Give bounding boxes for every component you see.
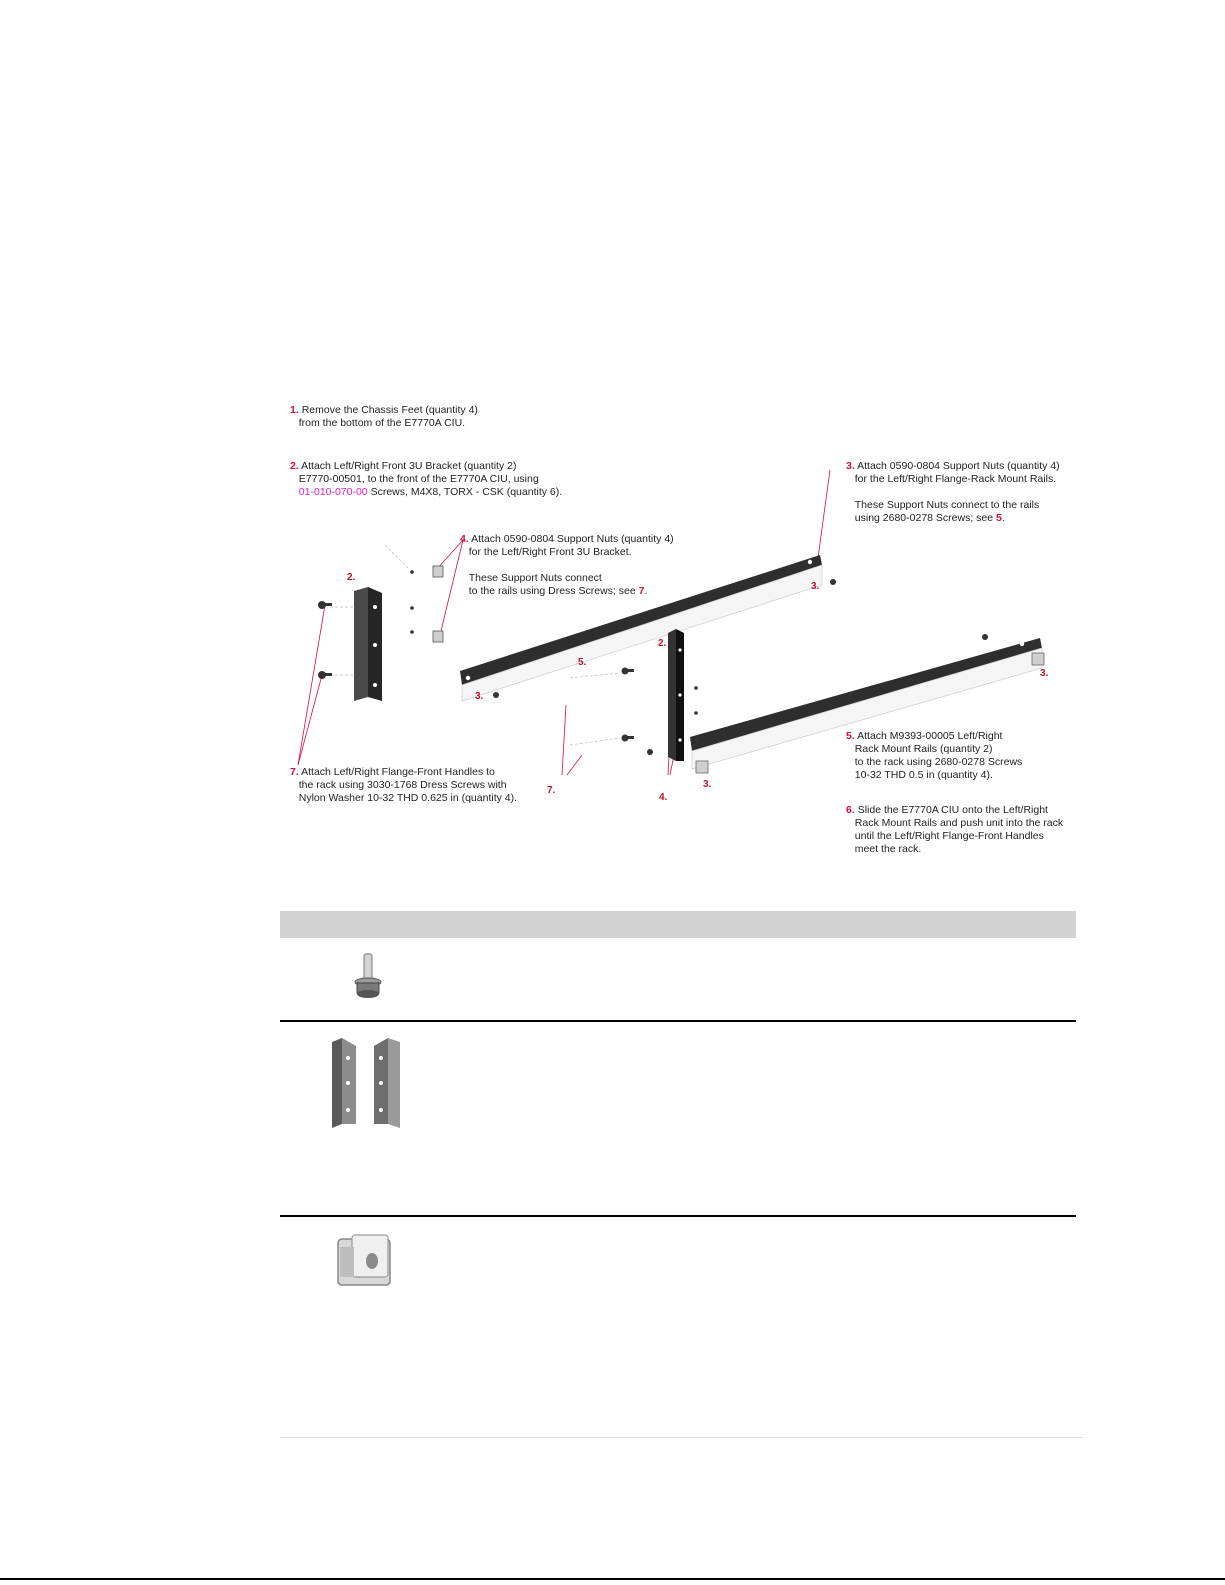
callout-tag: 2.: [658, 638, 667, 649]
callout-tag: 7.: [547, 785, 556, 796]
step-text: .: [644, 585, 648, 597]
step-7-note: [290, 766, 517, 805]
step-text: Rack Mount Rails and push unit into the rack: [854, 817, 1064, 829]
step-number: 3.: [846, 460, 855, 472]
cage-nut-icon: [334, 1233, 396, 1291]
callout-tag: 3.: [703, 779, 712, 790]
step-number: 6.: [846, 804, 855, 816]
step-text: meet the rack.: [854, 843, 922, 855]
step-text: Rack Mount Rails (quantity 2): [854, 743, 993, 755]
step-text: using 2680-0278 Screws; see: [854, 512, 997, 524]
table-header: [280, 911, 1076, 938]
step-2-note: [290, 460, 562, 499]
support-nuts: [433, 566, 443, 642]
callout-tag: 2.: [347, 572, 356, 583]
step-number: 5.: [846, 730, 855, 742]
step-text: for the Left/Right Flange-Rack Mount Rails.: [854, 473, 1057, 485]
left-bracket: [354, 587, 382, 701]
step-5-note: [846, 730, 1022, 782]
callout-tag: 4.: [659, 792, 668, 803]
step-text: to the rails using Dress Screws; see: [468, 585, 639, 597]
parts-table: [280, 911, 1076, 1437]
step-text: 10-32 THD 0.5 in (quantity 4).: [854, 769, 993, 781]
step-text: Attach M9393-00005 Left/Right: [857, 730, 1003, 742]
step-text: E7770-00501, to the front of the E7770A CIU, using: [298, 473, 539, 485]
step-1-note: [290, 404, 478, 430]
right-bracket: [668, 629, 684, 761]
table-row: [280, 1217, 1076, 1437]
step-text: Slide the E7770A CIU onto the Left/Right: [857, 804, 1048, 816]
step-6-note: [846, 804, 1063, 856]
bracket-icon: [328, 1038, 408, 1128]
step-text: .: [1001, 512, 1005, 524]
step-number: 7.: [290, 766, 299, 778]
callout-tag: 3.: [1040, 668, 1049, 679]
step-text: until the Left/Right Flange-Front Handles: [854, 830, 1044, 842]
step-text: Attach Left/Right Front 3U Bracket (quantity 2): [301, 460, 517, 472]
step-text: Remove the Chassis Feet (quantity 4): [301, 404, 478, 416]
step-text: for the Left/Right Front 3U Bracket.: [468, 546, 632, 558]
step-text: Nylon Washer 10-32 THD 0.625 in (quantity 4).: [298, 792, 518, 804]
callout-tag: 5.: [578, 657, 587, 668]
table-row: [280, 938, 1076, 1022]
step-number: 2.: [290, 460, 299, 472]
callout-tag: 3.: [811, 581, 820, 592]
step-text: the rack using 3030-1768 Dress Screws with: [298, 779, 507, 791]
part-number-link[interactable]: 01-010-070-00: [298, 486, 368, 498]
step-number: 1.: [290, 404, 299, 416]
step-number: 4.: [460, 533, 469, 545]
step-reference: 5: [996, 512, 1002, 524]
step-reference: 7: [638, 585, 645, 597]
table-row: [280, 1022, 1076, 1217]
assembly-diagram: [270, 395, 1090, 875]
step-text: Attach Left/Right Flange-Front Handles to: [301, 766, 495, 778]
step-text: These Support Nuts connect: [468, 572, 602, 584]
footer-divider: [280, 1437, 1083, 1438]
step-text: These Support Nuts connect to the rails: [854, 499, 1040, 511]
step-4-note: [460, 533, 674, 598]
step-text: Screws, M4X8, TORX - CSK (quantity 6).: [367, 486, 563, 498]
callout-tag: 3.: [475, 691, 484, 702]
step-text: Attach 0590-0804 Support Nuts (quantity 4): [857, 460, 1060, 472]
step-3-note: [846, 460, 1060, 525]
step-text: from the bottom of the E7770A CIU.: [298, 417, 466, 429]
step-text: Attach 0590-0804 Support Nuts (quantity 4): [471, 533, 674, 545]
screw-icon: [348, 952, 388, 1004]
page-bottom-border: [0, 1578, 1225, 1580]
step-text: to the rack using 2680-0278 Screws: [854, 756, 1023, 768]
